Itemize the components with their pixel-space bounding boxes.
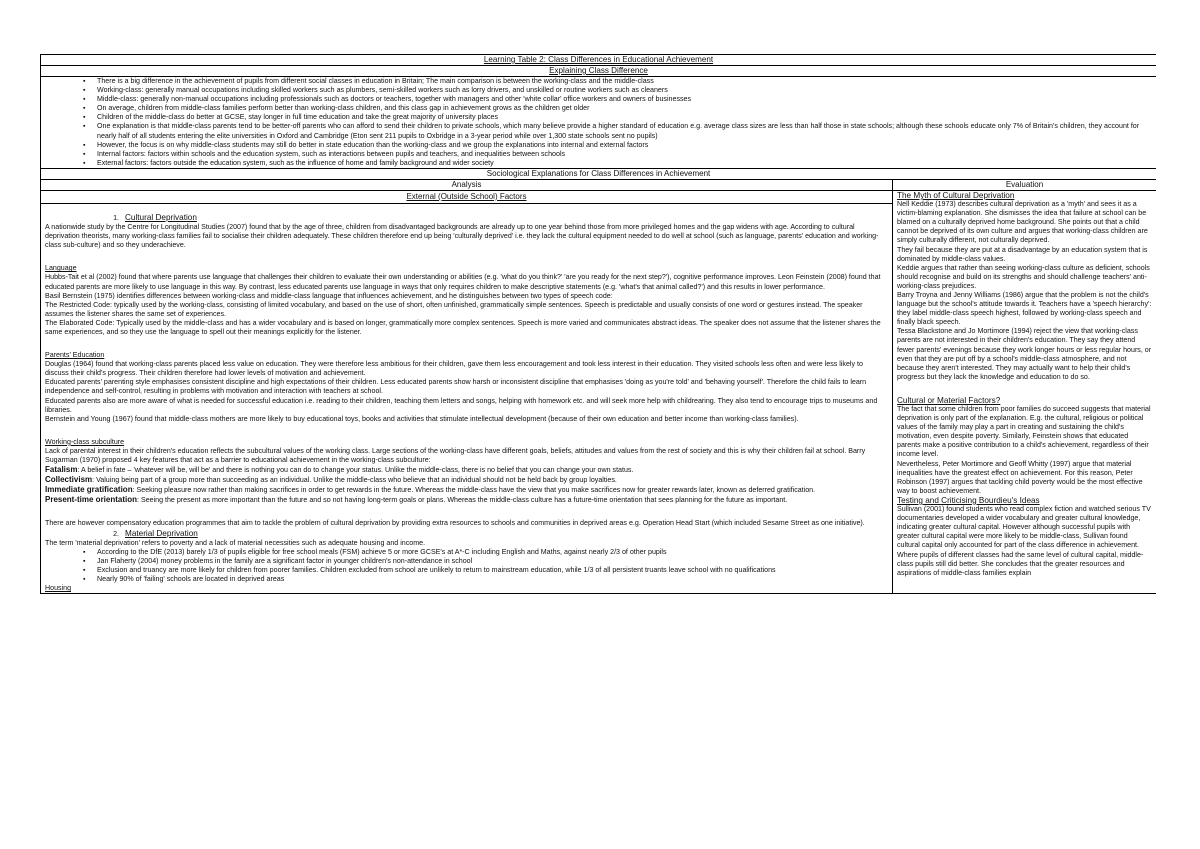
analysis-cell [41,203,893,593]
learning-table-page [40,54,1156,794]
language-paragraph-3: The Restricted Code: typically used by the working-class, consisting of limited vocabulary, and based on the use of short, often unfinished, grammatically simple sentences. Speech is predictable and usually consists of one word or gestures instead. The speaker assumes the listener shares the same set of experiences. [45,300,863,318]
cultural-deprivation-heading: Cultural Deprivation [125,212,197,222]
myth-paragraph-2: They fail because they are put at a disadvantage by an education system that is dominated by middle-class values. [897,245,1148,263]
analysis-column-header: Analysis [41,179,893,190]
intro-cell [41,77,1157,169]
parents-education-paragraph-1: Douglas (1964) found that working-class parents placed less value on education. They were therefore less ambitious for their children, gave them less encouragement and took less interest in their education. They visited schools less often and were less likely to discuss their child's progress. Their children therefore had lower levels of motivation and achievement. [45,360,863,378]
explaining-header: Explaining Class Difference [41,66,1157,77]
intro-bullet-item: ▪ External factors: factors outside the education system, such as the influence of home and family background and wider society [97,159,1152,168]
section-1-number: 1. [113,213,119,222]
language-paragraph-2: Basil Bernstein (1975) identifies differences between working-class and middle-class language that influences achievement, and he distinguishes between two types of speech code: [45,291,613,300]
material-deprivation-bullet-item: ▪ According to the DfE (2013) barely 1/3 of pupils eligible for free school meals (FSM) achieve 5 or more GCSE's at A*-C including English and Maths, against nearly 2/3 of other pupils [97,548,888,557]
parents-education-paragraph-4: Bernstein and Young (1967) found that middle-class mothers are more likely to buy educational toys, books and activities that stimulate intellectual development (because of their own education and better income than working-class families). [45,414,799,423]
intro-bullet-list [45,77,1152,168]
myth-paragraph-3: Keddie argues that rather than seeing working-class culture as deficient, schools should recognise and build on its strengths and should challenge teachers' anti-working-class prejudices. [897,263,1150,290]
material-deprivation-paragraph: The term 'material deprivation' refers to poverty and a lack of material necessities such as adequate housing and income. [45,538,426,547]
sociological-header: Sociological Explanations for Class Differences in Achievement [41,168,1157,179]
material-deprivation-bullet-item: ▪ Exclusion and truancy are more likely for children from poorer families. Children excluded from school are unlikely to return to mainstream education, while 1/3 of all persistent truants leave school with no qualifications [97,566,888,575]
material-deprivation-bullet-item: ▪ Jan Flaherty (2004) money problems in the family are a significant factor in younger children's non-attendance in school [97,557,888,566]
fatalism-text: : A belief in fate – 'whatever will be, will be' and there is nothing you can do to change your status. Unlike the middle-class, there is no belief that you can change your own status. [77,466,634,475]
compensatory-education-paragraph: There are however compensatory education programmes that aim to tackle the problem of cultural deprivation by providing extra resources to schools and communities in deprived areas e.g. Operation Head Start (which included Sesame Street as one initiative). [45,519,865,528]
housing-heading: Housing [45,584,72,593]
myth-heading: The Myth of Cultural Deprivation [897,190,1015,200]
myth-paragraph-5: Tessa Blackstone and Jo Mortimore (1994) reject the view that working-class parents are not interested in their children's education. They say they attend fewer parents' evenings because they work longer hours or less regular hours, or even that they are put off by a school's middle-class atmosphere, and not because they aren't interested. They may actually want to help their child's progress but they lack the knowledge and education to do so. [897,327,1152,381]
intro-bullet-item: ▪ There is a big difference in the achievement of pupils from different social classes in education in Britain; The main comparison is between the working-class and the middle-class [97,77,1152,86]
language-paragraph-4: The Elaborated Code: Typically used by the middle-class and has a wider vocabulary and is based on longer, grammatically more complex sentences. Speech is more varied and communicates abstract ideas. The speaker does not assume that the listener shares the same experiences, and so they use the language to spell out their meanings explicitly for the listener. [45,318,881,336]
myth-paragraph-1: Nell Keddie (1973) describes cultural deprivation as a 'myth' and sees it as a victim-blaming explanation. She dismisses the idea that failure at school can be blamed on a culturally deprived home background. She points out that a child cannot be deprived of its own culture and argues that working-class children are simply culturally different, not culturally deprived. [897,200,1148,245]
intro-bullet-item: ▪ Middle-class: generally non-manual occupations including professionals such as doctors or teachers, together with managers and other 'white collar' office workers and owners of businesses [97,95,1152,104]
cultural-material-paragraph-1: The fact that some children from poor families do succeed suggests that material deprivation is only part of the explanation. E.g. the cultural, religious or political values of the family may play a part in creating and sustaining the child's motivation, even despite poverty. Similarly, Feinstein shows that educated parents make a positive contribution to a child's achievement, regardless of their income level. [897,405,1151,459]
present-time-item [45,495,888,505]
learning-table [40,54,1156,594]
present-time-text: : Seeing the present as more important than the future and so not having long-term goals or plans. Whereas the middle-class culture has a future-time orientation that sees planning for the future as important. [137,496,788,505]
subculture-heading: Working-class subculture [45,437,125,446]
external-factors-header: External (Outside School) Factors [41,190,893,203]
evaluation-cell [893,190,1157,593]
intro-bullet-item: ▪ Children of the middle-class do better at GCSE, stay longer in full time education and take the great majority of university places [97,113,1152,122]
intro-bullet-item: ▪ One explanation is that middle-class parents tend to be better-off parents who can afford to send their children to private schools, which many believe provide a higher standard of education e.g. average class sizes are less than half those in state schools; although these schools educate only 7% of Britain's children, they account for nearly half of all students entering the elite universities in Oxford and Cambridge (Eton sent 211 pupils to Oxbridge in a 3-year period while over 1,300 state schools sent no pupils) [97,122,1152,140]
section-2-number: 2. [113,529,119,538]
fatalism-term: Fatalism [45,465,78,475]
parents-education-paragraph-3: Educated parents also are more aware of what is needed for successful education i.e. reading to their children, teaching them letters and songs, helping with homework etc. and will seek more help with childrearing. They also tend to encourage trips to museums and libraries. [45,396,878,414]
parents-education-heading: Parents' Education [45,351,105,360]
cultural-deprivation-paragraph: A nationwide study by the Centre for Longitudinal Studies (2007) found that by the age of three, children from disadvantaged backgrounds are already up to one year behind those from more privileged homes and the gap widens with age. According to cultural deprivation theorists, many working-class families fail to socialise their children adequately. These children therefore end up being 'culturally deprived' i.e. they lack the cultural equipment needed to do well at school (such as language, parents' education and working-class sub-culture) and so they underachieve. [45,223,879,250]
material-deprivation-heading: Material Deprivation [125,528,198,538]
immediate-gratification-item [45,485,888,495]
fatalism-item [45,465,888,475]
intro-bullet-item: ▪ Internal factors: factors within schools and the education system, such as interactions between pupils and teachers, and inequalities between schools [97,150,1152,159]
intro-bullet-item: ▪ On average, children from middle-class families perform better than working-class children, and this class gap in achievement grows as the children get older [97,104,1152,113]
language-heading: Language [45,264,77,273]
evaluation-column-header: Evaluation [893,179,1157,190]
cultural-material-paragraph-2: Nevertheless, Peter Mortimore and Geoff Whitty (1997) argue that material inequalities have the greatest effect on achievement. For this reason, Peter Robinson (1997) argues that tackling child poverty would be the most effective way to boost achievement. [897,459,1143,495]
material-deprivation-bullet-item: ▪ Nearly 90% of 'failing' schools are located in deprived areas [97,575,888,584]
collectivism-text: : Valuing being part of a group more than succeeding as an individual. Unlike the middle-class who believe that an individual should not be held back by group loyalties. [92,476,617,485]
immediate-gratification-term: Immediate gratification [45,485,133,495]
parents-education-paragraph-2: Educated parents' parenting style emphasises consistent discipline and high expectations of their children. Less educated parents show harsh or inconsistent discipline that emphasises 'doing as you're told' and 'behaving yourself'. Therefore the child fails to learn independence and self-control, resulting in problems with motivation and interaction with teachers at school. [45,378,867,396]
bourdieu-heading: Testing and Criticising Bourdieu's Ideas [897,495,1040,505]
table-title: Learning Table 2: Class Differences in Educational Achievement [41,55,1157,66]
subculture-paragraph: Lack of parental interest in their children's education reflects the subcultural values of the working class. Large sections of the working-class have different goals, beliefs, attitudes and values from the rest of society and this is why their children fail at school. Barry Sugarman (1970) proposed 4 key features that act as a barrier to educational achievement in the working-class subculture: [45,446,866,464]
intro-bullet-item: ▪ However, the focus is on why middle-class students may still do better in state education than the working-class and we group the explanations into internal and external factors [97,141,1152,150]
myth-paragraph-4: Barry Troyna and Jenny Williams (1986) argue that the problem is not the child's language but the school's attitude towards it. Teachers have a 'speech hierarchy': they label middle-class speech highest, followed by working-class speech and finally black speech. [897,290,1152,327]
present-time-term: Present-time orientation [45,495,138,505]
cultural-material-heading: Cultural or Material Factors? [897,395,1001,405]
material-deprivation-bullet-list [45,548,888,584]
immediate-gratification-text: : Seeking pleasure now rather than making sacrifices in order to get rewards in the future. Whereas the middle-class have the view that you make sacrifices now for greater rewards later, known as deferred gratification. [132,486,816,495]
language-paragraph-1: Hubbs-Tait et al (2002) found that where parents use language that challenges their children to evaluate their own understanding or abilities (e.g. 'what do you think?' 'are you ready for the next step?'), cognitive performance improves. Leon Feinstein (2008) found that educated parents are more likely to use language in this way. By contrast, less educated parents use language in ways that only requires children to make descriptive statements (e.g. 'what's that animal called?') and this results in lower performance. [45,273,881,291]
intro-bullet-item: ▪ Working-class: generally manual occupations including skilled workers such as plumbers, semi-skilled workers such as lorry drivers, and unskilled or routine workers such as cleaners [97,86,1152,95]
collectivism-item [45,475,888,485]
bourdieu-paragraph: Sullivan (2001) found students who read complex fiction and watched serious TV documentaries developed a wider vocabulary and greater cultural knowledge, indicating greater cultural capital. However although successful pupils with greater cultural capital were more likely to be middle-class, Sullivan found cultural capital only accounted for part of the class difference in achievement. Where pupils of different classes had the same level of cultural capital, middle-class pupils still did better. She concludes that the greater resources and aspirations of middle-class families explain [897,505,1151,577]
collectivism-term: Collectivism [45,475,93,485]
